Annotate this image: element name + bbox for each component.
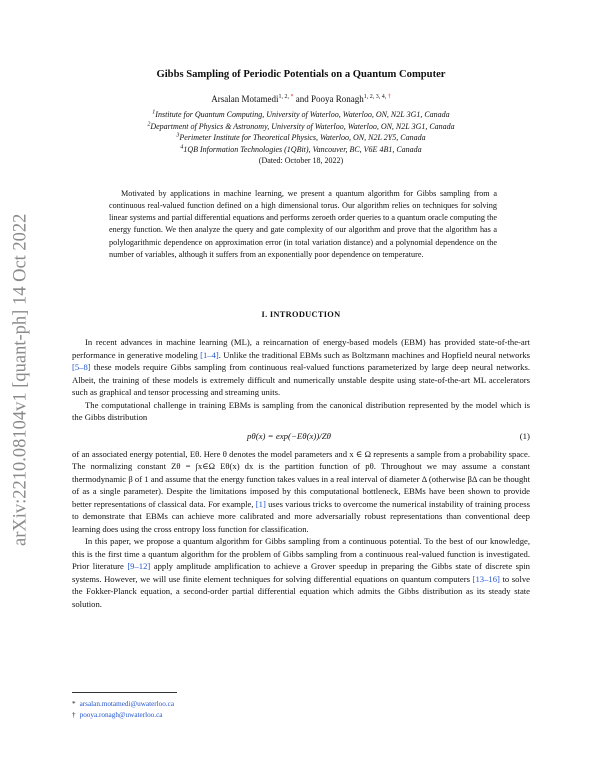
- section-heading: I. INTRODUCTION: [261, 310, 341, 319]
- author-line: [72, 94, 530, 104]
- paragraph: [72, 448, 530, 536]
- affiliation: [72, 144, 530, 156]
- affiliation-number: 2: [147, 120, 151, 127]
- paragraph-text: In recent advances in machine learning (ML), a reincarnation of energy-based models (EBM) has provided state-of-the-art performance in generative modeling: [72, 337, 530, 360]
- affiliation-text: Institute for Quantum Computing, University of Waterloo, Waterloo, ON, N2L 3G1, Canada: [155, 110, 450, 119]
- footnotes: [72, 692, 530, 721]
- citation-link[interactable]: [1–4]: [200, 349, 219, 360]
- affiliation-text: Department of Physics & Astronomy, University of Waterloo, Waterloo, ON, N2L 3G1, Canada: [150, 121, 455, 131]
- footnote-mark: †: [72, 711, 76, 719]
- paragraph-text: . Unlike the traditional EBMs such as Boltzmann machines and Hopfield neural networks: [218, 349, 531, 360]
- paragraph-text: apply amplitude amplification to achieve a Grover speedup in preparing the Gibbs state of discrete spin systems. However, we will use finite element techniques for solving differential equations on quantum computers: [72, 561, 530, 584]
- author-footnote-mark[interactable]: *: [290, 94, 294, 100]
- abstract: Motivated by applications in machine learning, we present a quantum algorithm for Gibbs sampling from a continuous real-valued function defined on a high dimensional torus. Our algorithm relies on techniques for solving linear systems and partial differential equations and performs zeroeth order queries to a quantum oracle computing the energy function. We then analyze the query and gate complexity of our algorithm and prove that the algorithm has a polylogarithmic dependence on approximation error (in total variation distance) and a polynomial dependence on the number of variables, although it suffers from an exponentially poor dependence on temperature.: [109, 189, 497, 259]
- dated-line: (Dated: October 18, 2022): [258, 156, 344, 166]
- paper-title: Gibbs Sampling of Periodic Potentials on a Quantum Computer: [156, 69, 446, 80]
- footnote: [72, 699, 530, 710]
- citation-link[interactable]: [5–8]: [72, 362, 91, 372]
- equation-body: pθ(x) = exp(−Eθ(x))/Zθ: [247, 430, 331, 441]
- footnote: [72, 710, 530, 721]
- affiliation: [72, 121, 530, 133]
- paragraph-text: In this paper, we propose a quantum algorithm for Gibbs sampling from a continuous potential. To the best of our knowledge, this is the first time a quantum algorithm for the problem of Gibbs sampling from a continuous real-valued function is investigated. Prior literature: [72, 536, 530, 571]
- email-link[interactable]: pooya.ronagh@uwaterloo.ca: [79, 711, 163, 719]
- author-affil-sup: 1, 2, 3, 4,: [363, 94, 388, 100]
- affiliation: [72, 109, 530, 121]
- paragraph-text: of an associated energy potential, Eθ. Here θ denotes the model parameters and x ∈ Ω represents a sample from a probability space. The normalizing constant Zθ = ∫x∈Ω Eθ(x) dx is the partition function of pθ. Throughout we may assume a constant thermodynamic β of 1 and assume that the energy function takes values in a real interval of diameter Δ (otherwise βΔ can be thought of as a single parameter). Despite the limitations imposed by this computational bottleneck, EBMs have been shown to provide better representations of classical data. For example,: [72, 448, 530, 509]
- paragraph-text: to solve the Fokker-Planck equation, a second-order partial differential equation which admits the Gibbs distribution as its steady state solution.: [72, 573, 530, 609]
- paragraph: [72, 336, 530, 399]
- paragraph: [72, 535, 530, 610]
- affiliation-list: [72, 109, 530, 167]
- affiliation-number: 4: [180, 144, 184, 151]
- citation-link[interactable]: [1]: [255, 498, 266, 509]
- author-footnote-mark[interactable]: †: [387, 94, 391, 100]
- author-name: Pooya Ronagh: [310, 94, 364, 104]
- citation-link[interactable]: [13–16]: [472, 573, 500, 584]
- affiliation: [72, 132, 530, 144]
- paragraph: The computational challenge in training EBMs is sampling from the canonical distribution represented by the model which is the Gibbs distribution: [72, 399, 530, 422]
- affiliation-number: 3: [176, 132, 180, 139]
- author-name: Arsalan Motamedi: [211, 94, 279, 104]
- arxiv-side-identifier: arXiv:2210.08104v1 [quant-ph] 14 Oct 2022: [10, 213, 31, 547]
- paragraph-text: uses various tricks to overcome the numerical instability of training process to demonstrate that EBMs can achieve more calibrated and more adversarially robust representations than conventional deep learning does using the cross entropy loss function for classification.: [72, 498, 530, 534]
- author-affil-sup: 1, 2,: [278, 94, 291, 100]
- footnote-divider: [72, 692, 177, 693]
- affiliation-number: 1: [152, 109, 156, 116]
- footnote-mark: *: [72, 700, 76, 708]
- affiliation-text: Perimeter Institute for Theoretical Physics, Waterloo, ON, N2L 2Y5, Canada: [179, 133, 426, 143]
- email-link[interactable]: arsalan.motamedi@uwaterloo.ca: [79, 700, 175, 708]
- author-conjunction: and: [295, 94, 309, 104]
- paragraph-text: these models require Gibbs sampling from continuous real-valued functions parameterized by large deep neural networks. Albeit, the training of these models is extremely difficult and numerically unstable despite using state-of-the-art ML accelerators such as graphical and tensor processing and streaming units.: [72, 362, 530, 397]
- equation-number: (1): [519, 430, 530, 441]
- affiliation-text: 1QB Information Technologies (1QBit), Vancouver, BC, V6E 4B1, Canada: [183, 144, 422, 154]
- body-text: [72, 336, 530, 610]
- equation: [72, 424, 530, 448]
- citation-link[interactable]: [9–12]: [127, 561, 151, 571]
